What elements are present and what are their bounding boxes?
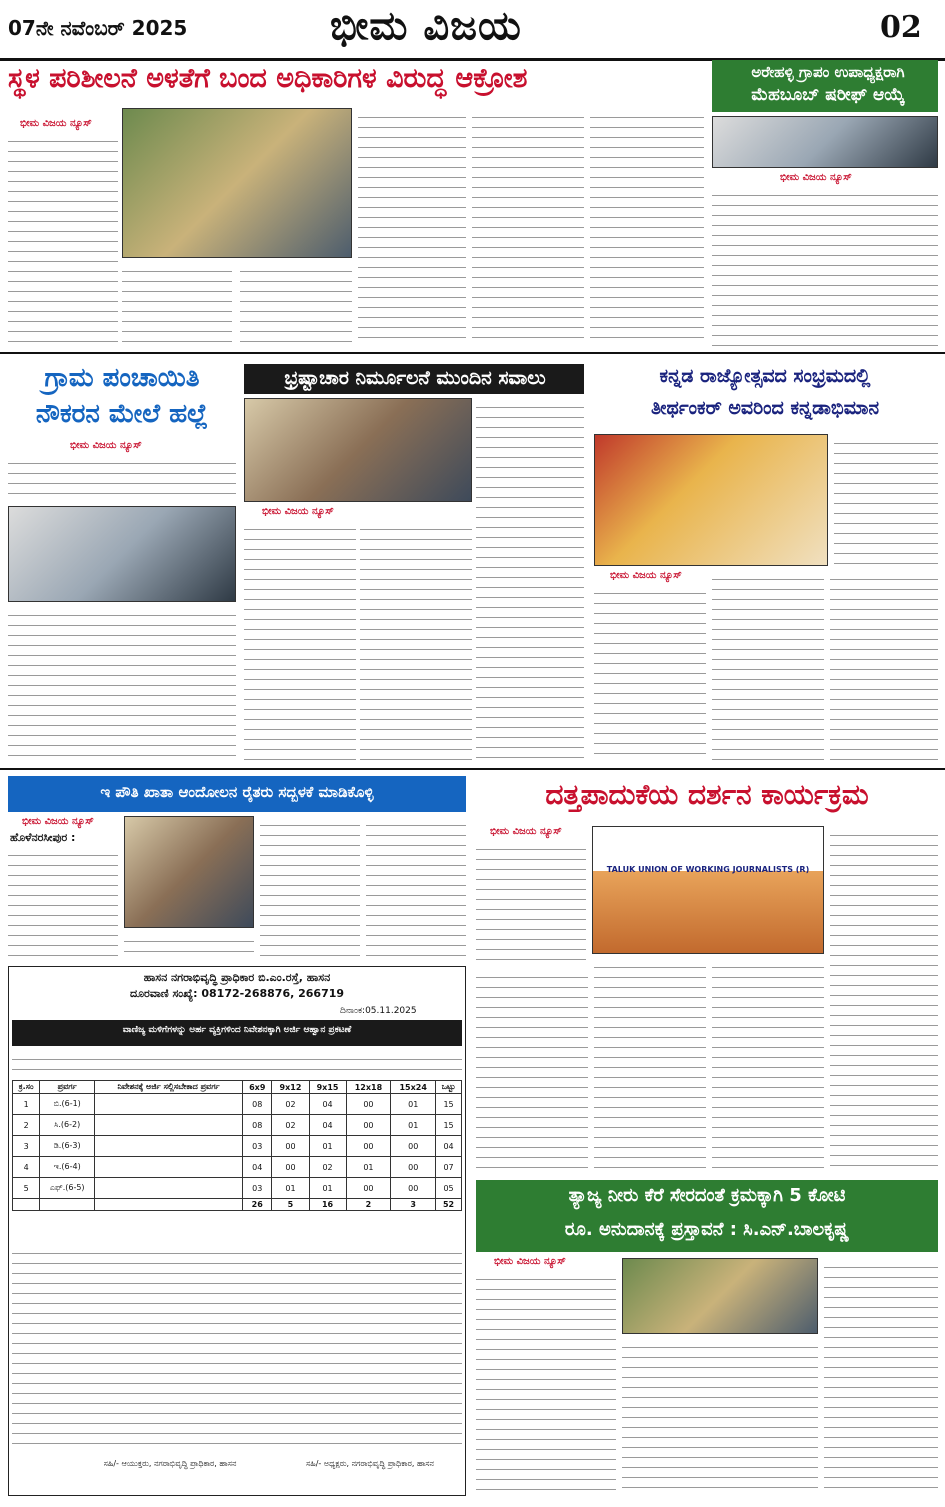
notice-table-cell: ಡಿ.(6-3): [40, 1136, 95, 1157]
divider-1: [0, 352, 945, 354]
datta-photo: [592, 826, 824, 954]
waste-body-col3: [824, 1258, 938, 1496]
vp-photo: [712, 116, 938, 168]
notice-table-cell: 04: [309, 1115, 346, 1136]
panchayat-headline-line2: ನೌಕರನ ಮೇಲೆ ಹಲ್ಲೆ: [35, 399, 209, 429]
rajyotsava-photo: [594, 434, 828, 566]
notice-table-cell: 5: [13, 1178, 40, 1199]
datta-body-col2: [476, 968, 588, 1174]
rajyotsava-body-side: [834, 434, 938, 566]
notice-table-cell: 00: [391, 1136, 436, 1157]
lead-body-col5: [472, 108, 584, 346]
notice-authority: ಹಾಸನ ನಗರಾಭಿವೃದ್ಧಿ ಪ್ರಾಧಿಕಾರ ಬಿ.ಎಂ.ರಸ್ತೆ, ಹಾಸನ: [143, 971, 331, 984]
pouti-body-col3: [260, 816, 360, 960]
notice-table-cell: 00: [346, 1178, 391, 1199]
notice-table-cell: 08: [243, 1115, 272, 1136]
notice-table-cell: 04: [309, 1094, 346, 1115]
rajyotsava-headline-line2: ತೀರ್ಥಂಕರ್ ಅವರಿಂದ ಕನ್ನಡಾಭಿಮಾನ: [650, 397, 880, 419]
newspaper-brand: ಭೀಮ ವಿಜಯ: [330, 2, 522, 49]
lead-headline: ಸ್ಥಳ ಪರಿಶೀಲನೆ ಅಳತೆಗೆ ಬಂದ ಅಧಿಕಾರಿಗಳ ವಿರುದ್ಧ ಆಕ್ರೋಶ: [8, 63, 528, 94]
pouti-body-col2: [124, 932, 254, 960]
waste-headline-line1: ತ್ಯಾಜ್ಯ ನೀರು ಕೆರೆ ಸೇರದಂತೆ ಕ್ರಮಕ್ಕಾಗಿ 5 ಕೋಟಿ: [568, 1185, 846, 1206]
pouti-dateline: ಹೊಳೆನರಸೀಪುರ :: [10, 831, 76, 844]
waste-byline: ಭೀಮ ವಿಜಯ ನ್ಯೂಸ್: [494, 1256, 566, 1267]
notice-title: ವಾಣಿಜ್ಯ ಮಳಿಗೆಗಳನ್ನು ಅರ್ಹ ವ್ಯಕ್ತಿಗಳಿಂದ ನಿವೇಶನಕ್ಕಾಗಿ ಅರ್ಜಿ ಆಹ್ವಾನ ಪ್ರಕಟಣೆ: [122, 1025, 352, 1035]
notice-table-cell: 26: [243, 1199, 272, 1211]
corruption-body-col3: [476, 398, 584, 762]
datta-body-col3: [594, 958, 706, 1174]
notice-table-cell: 00: [272, 1157, 309, 1178]
notice-table-row: [13, 1178, 462, 1199]
rajyotsava-body-col2: [712, 570, 824, 762]
panchayat-photo: [8, 506, 236, 602]
notice-table-cell: 02: [309, 1157, 346, 1178]
pouti-body-col4: [366, 816, 466, 960]
lead-photo: [122, 108, 352, 258]
notice-table: [12, 1080, 462, 1211]
notice-table-cell: 00: [272, 1136, 309, 1157]
notice-table-cell: 5: [272, 1199, 309, 1211]
notice-table-cell: 2: [346, 1199, 391, 1211]
notice-table-header-cell: ಒಟ್ಟು: [436, 1081, 462, 1094]
datta-byline: ಭೀಮ ವಿಜಯ ನ್ಯೂಸ್: [490, 826, 562, 837]
divider-2: [0, 768, 945, 770]
notice-table-cell: [95, 1094, 243, 1115]
rajyotsava-body-col3: [830, 570, 938, 762]
notice-table-cell: 16: [309, 1199, 346, 1211]
notice-table-header-cell: ಕ್ರ.ಸಂ: [13, 1081, 40, 1094]
notice-table-cell: 02: [272, 1094, 309, 1115]
notice-table-cell: 3: [391, 1199, 436, 1211]
panchayat-body: [8, 606, 236, 762]
notice-table-cell: [40, 1199, 95, 1211]
lead-body-col6: [590, 108, 704, 346]
notice-table-cell: 3: [13, 1136, 40, 1157]
notice-table-cell: 00: [346, 1094, 391, 1115]
datta-body-col4: [712, 958, 824, 1174]
notice-table-cell: 07: [436, 1157, 462, 1178]
notice-table-cell: ಸಿ.(6-2): [40, 1115, 95, 1136]
notice-table-cell: 15: [436, 1115, 462, 1136]
notice-table-cell: [95, 1199, 243, 1211]
notice-table-cell: 00: [346, 1136, 391, 1157]
notice-table-cell: 03: [243, 1178, 272, 1199]
notice-table-cell: [95, 1157, 243, 1178]
issue-date: 07ನೇ ನವೆಂಬರ್ 2025: [8, 16, 188, 40]
panchayat-headline-line1: ಗ್ರಾಮ ಪಂಚಾಯಿತಿ: [44, 363, 200, 393]
notice-table-wrap: [12, 1080, 462, 1211]
notice-table-header-cell: ನಿವೇಶನಕ್ಕೆ ಅರ್ಜಿ ಸಲ್ಲಿಸಬೇಕಾದ ಪ್ರವರ್ಗ: [95, 1081, 243, 1094]
notice-table-cell: 00: [391, 1157, 436, 1178]
waste-headline-line2: ರೂ. ಅನುದಾನಕ್ಕೆ ಪ್ರಸ್ತಾವನೆ : ಸಿ.ಎನ್.ಬಾಲಕೃಷ್ಣ: [564, 1219, 850, 1240]
notice-terms: [12, 1244, 462, 1452]
corruption-photo: [244, 398, 472, 502]
lead-body-col3: [240, 262, 352, 346]
notice-table-header-cell: 12x18: [346, 1081, 391, 1094]
notice-table-cell: 04: [436, 1136, 462, 1157]
notice-table-cell: 2: [13, 1115, 40, 1136]
notice-phone: ದೂರವಾಣಿ ಸಂಖ್ಯೆ: 08172-268876, 266719: [129, 987, 345, 1000]
notice-table-header-cell: 6x9: [243, 1081, 272, 1094]
notice-table-cell: 05: [436, 1178, 462, 1199]
notice-table-header-cell: 9x15: [309, 1081, 346, 1094]
notice-table-cell: 01: [391, 1094, 436, 1115]
vp-byline: ಭೀಮ ವಿಜಯ ನ್ಯೂಸ್: [780, 172, 852, 183]
notice-table-cell: 01: [346, 1157, 391, 1178]
notice-table-header: [13, 1081, 462, 1094]
waste-body-col2: [622, 1338, 818, 1496]
datta-headline: ದತ್ತಪಾದುಕೆಯ ದರ್ಶನ ಕಾರ್ಯಕ್ರಮ: [545, 778, 869, 811]
rajyotsava-byline: ಭೀಮ ವಿಜಯ ನ್ಯೂಸ್: [610, 570, 682, 581]
notice-table-row: [13, 1115, 462, 1136]
notice-table-header-cell: 15x24: [391, 1081, 436, 1094]
notice-table-cell: 4: [13, 1157, 40, 1178]
lead-body-col4: [358, 108, 466, 346]
pouti-byline: ಭೀಮ ವಿಜಯ ನ್ಯೂಸ್: [22, 816, 94, 827]
notice-table-cell: 00: [391, 1178, 436, 1199]
notice-table-cell: 02: [272, 1115, 309, 1136]
notice-table-cell: 1: [13, 1094, 40, 1115]
corruption-body-col1: [244, 520, 356, 762]
notice-table-cell: [13, 1199, 40, 1211]
pouti-body-col1: [8, 846, 118, 956]
corruption-headline: ಭ್ರಷ್ಟಾಚಾರ ನಿರ್ಮೂಲನೆ ಮುಂದಿನ ಸವಾಲು: [284, 367, 546, 389]
datta-body-col1: [476, 840, 586, 964]
corruption-byline: ಭೀಮ ವಿಜಯ ನ್ಯೂಸ್: [262, 506, 334, 517]
page-number: 02: [880, 10, 922, 45]
notice-signatory-2: ಸಹಿ/- ಅಧ್ಯಕ್ಷರು, ನಗರಾಭಿವೃದ್ಧಿ ಪ್ರಾಧಿಕಾರ, ಹಾಸನ: [305, 1459, 435, 1468]
notice-table-cell: 00: [346, 1115, 391, 1136]
notice-table-header-cell: 9x12: [272, 1081, 309, 1094]
notice-table-cell: 52: [436, 1199, 462, 1211]
datta-body-col5: [830, 826, 938, 1174]
vp-body: [712, 186, 938, 346]
notice-table-cell: ಎಫ್.(6-5): [40, 1178, 95, 1199]
notice-table-cell: 01: [309, 1178, 346, 1199]
notice-table-cell: 15: [436, 1094, 462, 1115]
vp-headline-line1: ಅರೇಹಳ್ಳಿ ಗ್ರಾಪಂ ಉಪಾಧ್ಯಕ್ಷರಾಗಿ: [751, 63, 905, 81]
notice-signatory-1: ಸಹಿ/- ಆಯುಕ್ತರು, ನಗರಾಭಿವೃದ್ಧಿ ಪ್ರಾಧಿಕಾರ, ಹಾಸನ: [103, 1459, 237, 1468]
rajyotsava-headline-line1: ಕನ್ನಡ ರಾಜ್ಯೋತ್ಸವದ ಸಂಭ್ರಮದಲ್ಲಿ: [659, 365, 871, 387]
waste-body-col1: [476, 1270, 616, 1496]
panchayat-byline: ಭೀಮ ವಿಜಯ ನ್ಯೂಸ್: [70, 440, 142, 451]
panchayat-body-top: [8, 454, 236, 502]
notice-table-row: [13, 1094, 462, 1115]
notice-table-cell: 03: [243, 1136, 272, 1157]
waste-photo: [622, 1258, 818, 1334]
lead-body-col2: [122, 262, 232, 346]
notice-table-cell: 01: [391, 1115, 436, 1136]
notice-table-cell: 01: [272, 1178, 309, 1199]
notice-table-cell: [95, 1136, 243, 1157]
datta-banner-text: TALUK UNION OF WORKING JOURNALISTS (R): [606, 865, 810, 874]
notice-table-cell: 04: [243, 1157, 272, 1178]
notice-intro: [12, 1050, 462, 1078]
notice-table-cell: 01: [309, 1136, 346, 1157]
rajyotsava-body-col1: [594, 584, 706, 762]
lead-byline: ಭೀಮ ವಿಜಯ ನ್ಯೂಸ್: [20, 118, 92, 129]
pouti-headline: ಇ ಪೌತಿ ಖಾತಾ ಆಂದೋಲನ ರೈತರು ಸದ್ಬಳಕೆ ಮಾಡಿಕೊಳ್ಳಿ: [100, 783, 374, 801]
pouti-photo: [124, 816, 254, 928]
notice-table-row: [13, 1157, 462, 1178]
notice-table-cell: [95, 1115, 243, 1136]
notice-table-cell: ಬಿ.(6-1): [40, 1094, 95, 1115]
vp-headline-line2: ಮೆಹಬೂಬ್ ಷರೀಫ್ ಆಯ್ಕೆ: [751, 85, 905, 105]
notice-table-cell: [95, 1178, 243, 1199]
notice-table-row: [13, 1136, 462, 1157]
corruption-body-col2: [360, 520, 472, 762]
notice-table-cell: ಇ.(6-4): [40, 1157, 95, 1178]
notice-table-total-row: [13, 1199, 462, 1211]
notice-table-header-cell: ಪ್ರವರ್ಗ: [40, 1081, 95, 1094]
lead-body-col1: [8, 132, 118, 342]
notice-date: ದಿನಾಂಕ:05.11.2025: [340, 1006, 417, 1016]
notice-table-cell: 08: [243, 1094, 272, 1115]
